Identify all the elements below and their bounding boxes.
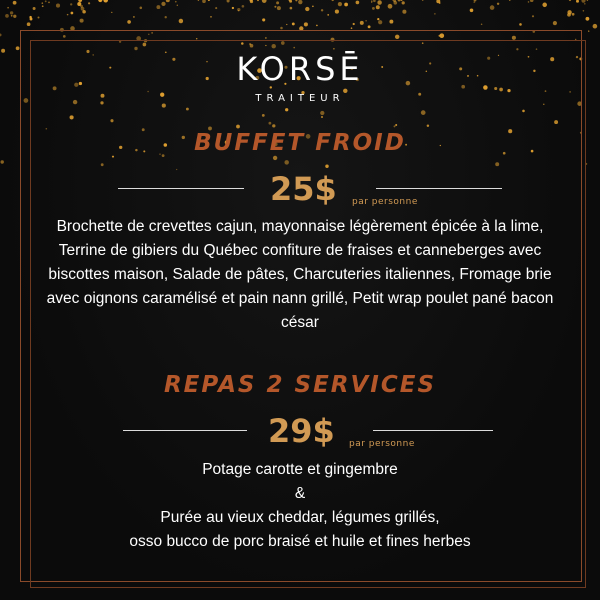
sparkle-dot (33, 7, 36, 10)
price-unit-repas: par personne (349, 439, 415, 449)
sparkle-dot (210, 16, 211, 17)
sparkle-dot (67, 14, 69, 16)
sparkle-dot (576, 0, 579, 3)
sparkle-dot (373, 0, 376, 2)
sparkle-dot (292, 22, 295, 25)
sparkle-dot (133, 16, 135, 18)
sparkle-dot (0, 160, 3, 163)
sparkle-dot (7, 7, 9, 9)
sparkle-dot (111, 12, 112, 13)
divider-left (118, 188, 244, 189)
sparkle-dot (470, 9, 474, 13)
sparkle-dot (215, 7, 217, 9)
sparkle-dot (81, 7, 85, 11)
menu-line: osso bucco de porc braisé et huile et fines herbes (129, 533, 471, 550)
sparkle-dot (77, 2, 81, 6)
sparkle-dot (227, 0, 230, 2)
sparkle-dot (327, 14, 329, 16)
sparkle-dot (360, 21, 364, 25)
sparkle-dot (587, 0, 589, 1)
sparkle-dot (242, 5, 245, 8)
sparkle-dot (10, 11, 13, 14)
section-title-repas-2-services: REPAS 2 SERVICES (163, 372, 437, 398)
sparkle-dot (321, 9, 323, 11)
sparkle-dot (71, 12, 74, 15)
sparkle-dot (88, 2, 90, 4)
sparkle-dot (298, 0, 302, 4)
price-row-buffet (0, 170, 600, 210)
sparkle-dot (232, 7, 234, 9)
divider-left (123, 430, 247, 431)
sparkle-dot (140, 7, 143, 10)
sparkle-dot (519, 23, 522, 26)
sparkle-dot (78, 0, 82, 2)
sparkle-dot (80, 19, 84, 23)
menu-line: & (294, 485, 306, 502)
sparkle-dot (371, 2, 372, 3)
divider-right (376, 188, 502, 189)
menu-line: Purée au vieux cheddar, légumes grillés, (160, 509, 440, 526)
sparkle-dot (257, 0, 259, 1)
sparkle-dot (304, 22, 308, 26)
divider-right (373, 430, 493, 431)
sparkle-dot (165, 16, 167, 18)
sparkle-dot (42, 5, 44, 7)
sparkle-dot (581, 0, 585, 3)
sparkle-dot (11, 15, 13, 17)
sparkle-dot (276, 1, 279, 4)
sparkle-dot (82, 10, 86, 14)
sparkle-dot (532, 15, 534, 17)
sparkle-dot (13, 15, 16, 18)
sparkle-dot (528, 1, 530, 3)
sparkle-dot (70, 3, 72, 5)
sparkle-dot (0, 33, 2, 36)
sparkle-dot (289, 0, 292, 3)
sparkle-dot (530, 0, 534, 2)
sparkle-dot (351, 27, 353, 29)
sparkle-dot (474, 0, 477, 1)
sparkle-dot (509, 0, 510, 1)
sparkle-dot (208, 0, 210, 1)
sparkle-dot (27, 22, 31, 26)
sparkle-dot (389, 20, 393, 24)
sparkle-dot (161, 2, 165, 6)
sparkle-dot (473, 1, 475, 3)
sparkle-dot (377, 0, 381, 4)
menu-description-repas (40, 458, 560, 554)
sparkle-dot (593, 24, 598, 29)
sparkle-dot (402, 10, 406, 14)
sparkle-dot (198, 0, 199, 1)
sparkle-dot (37, 16, 39, 18)
sparkle-dot (569, 0, 571, 1)
sparkle-dot (434, 13, 435, 14)
sparkle-dot (353, 23, 355, 25)
sparkle-dot (29, 16, 31, 18)
sparkle-dot (401, 0, 403, 1)
sparkle-dot (290, 7, 293, 10)
sparkle-dot (177, 5, 178, 6)
sparkle-dot (305, 7, 309, 11)
sparkle-dot (127, 20, 131, 24)
sparkle-dot (13, 1, 17, 5)
sparkle-dot (332, 0, 334, 1)
brand-logo: KORSĒ (236, 50, 364, 88)
sparkle-dot (274, 6, 276, 8)
sparkle-dot (5, 14, 9, 18)
sparkle-dot (280, 27, 283, 30)
price-row-repas (0, 412, 600, 452)
sparkle-dot (338, 2, 342, 6)
sparkle-dot (490, 5, 495, 10)
sparkle-dot (295, 0, 297, 1)
sparkle-dot (42, 2, 44, 4)
sparkle-dot (48, 2, 50, 4)
sparkle-dot (584, 3, 586, 5)
sparkle-dot (312, 6, 314, 8)
section-title-buffet-froid: BUFFET FROID (194, 130, 406, 156)
sparkle-dot (372, 7, 375, 10)
price-repas: 29$ (268, 412, 335, 450)
sparkle-dot (377, 18, 379, 20)
sparkle-dot (202, 0, 206, 3)
sparkle-dot (371, 0, 373, 2)
sparkle-dot (376, 5, 380, 9)
sparkle-dot (388, 4, 393, 9)
sparkle-dot (553, 21, 557, 25)
sparkle-dot (103, 0, 108, 2)
sparkle-dot (497, 3, 499, 5)
sparkle-dot (393, 1, 397, 5)
sparkle-dot (356, 1, 360, 5)
sparkle-dot (398, 0, 401, 1)
price-unit-buffet: par personne (352, 197, 418, 207)
brand-tagline: TRAITEUR (255, 93, 345, 104)
sparkle-dot (335, 10, 339, 14)
sparkle-dot (588, 30, 589, 31)
sparkle-dot (56, 4, 60, 8)
sparkle-dot (262, 18, 265, 21)
sparkle-dot (542, 3, 547, 8)
sparkle-dot (567, 13, 571, 17)
price-buffet: 25$ (270, 170, 337, 208)
sparkle-dot (179, 19, 183, 23)
sparkle-dot (45, 0, 47, 2)
sparkle-dot (586, 17, 590, 21)
sparkle-dot (422, 0, 424, 1)
sparkle-dot (237, 8, 240, 11)
sparkle-dot (277, 6, 281, 10)
sparkle-dot (402, 1, 405, 4)
menu-description-buffet: Brochette de crevettes cajun, mayonnaise légèrement épicée à la lime, Terrine de gibiers du Québec confiture de fraises et canneberges avec biscottes maison, Salade de pâtes, Charcuteries italiennes, Fromage brie avec oignons caramélisé et pain nann grillé, Petit wrap poulet pané bacon césar (46, 218, 554, 331)
sparkle-dot (583, 10, 585, 12)
sparkle-dot (286, 24, 287, 25)
sparkle-dot (316, 25, 318, 27)
sparkle-dot (98, 0, 102, 2)
sparkle-dot (175, 1, 177, 3)
sparkle-dot (156, 5, 160, 9)
sparkle-dot (344, 3, 348, 7)
sparkle-dot (365, 20, 367, 22)
sparkle-dot (262, 0, 267, 3)
menu-line: Potage carotte et gingembre (202, 461, 398, 478)
sparkle-dot (166, 0, 170, 2)
sparkle-dot (572, 13, 575, 16)
sparkle-dot (368, 25, 371, 28)
sparkle-dot (481, 23, 483, 25)
sparkle-dot (378, 20, 382, 24)
